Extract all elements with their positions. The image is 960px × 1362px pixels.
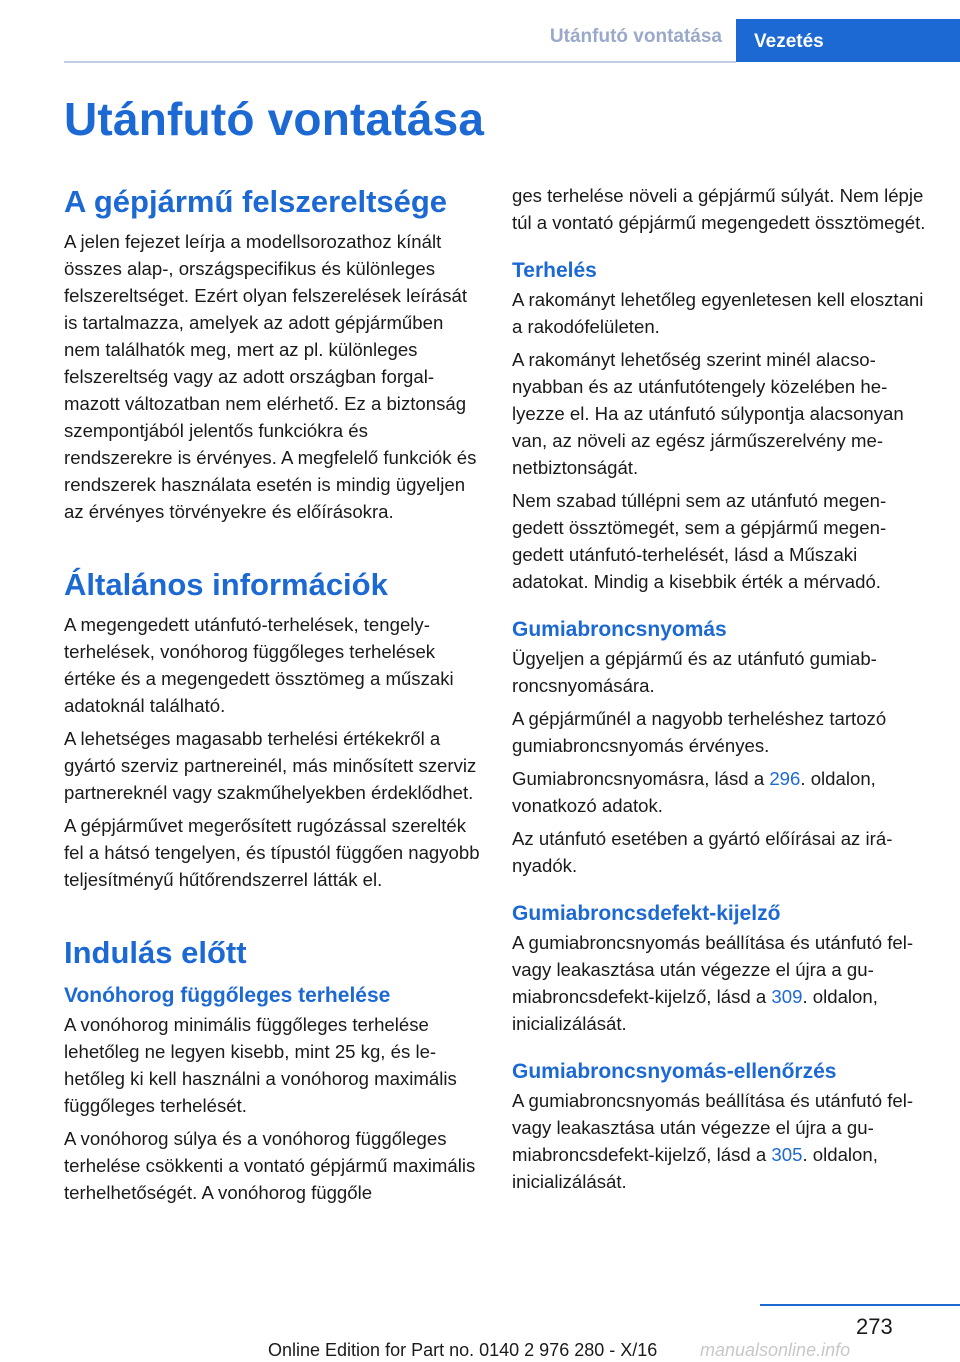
- page-link-296[interactable]: 296: [769, 768, 801, 789]
- right-column: [512, 182, 928, 1201]
- paragraph-continued: ges terhelése növeli a gépjármű súlyát. Nem lépje túl a vontató gépjármű megengedett össztömegét.: [512, 185, 926, 233]
- page-link-309[interactable]: 309: [771, 986, 803, 1007]
- paragraph-flat-tyre: [512, 929, 928, 1037]
- paragraph-hitch-2: A vonóhorog súlya és a vonóhorog függőleges terhelése csökkenti a vontató gépjármű maximális terhelhetőségét. A vonóhorog függőle: [64, 1128, 476, 1203]
- paragraph-tyre-1: Ügyeljen a gépjármű és az utánfutó gumiabroncsnyomására.: [512, 648, 877, 696]
- paragraph-tyre-3: [512, 765, 928, 819]
- heading-before-driving: Indulás előtt: [64, 935, 247, 970]
- paragraph-tyre-3-text-pre: Gumiabroncsnyomásra, lásd a: [512, 768, 770, 789]
- paragraph-hitch-1: A vonóhorog minimális függőleges terhelése lehetőleg ne legyen kisebb, mint 25 kg, és lehetőleg ki kell használni a vonóhorog maximális függőleges terhelését.: [64, 1014, 457, 1116]
- paragraph-flat-text-post: . oldalon, inicializálását.: [512, 986, 878, 1034]
- paragraph-general-2: A lehetséges magasabb terhelési értékekről a gyártó szerviz partnereinél, más minősített szerviz partnereknél vagy szakműhelyekben érdeklődhet.: [64, 728, 477, 803]
- header-chapter-tab: Vezetés: [736, 19, 960, 62]
- heading-hitch-load: Vonóhorog függőleges terhelése: [64, 984, 391, 1007]
- paragraph-load-1: A rakományt lehetőleg egyenletesen kell elosztani a rakodófelületen.: [512, 289, 924, 337]
- paragraph-load-3: Nem szabad túllépni sem az utánfutó megengedett össztömegét, sem a gépjármű megengedett utánfutó-terhelését, lásd a Műszaki adatokat. Mindig a kisebbik érték a mérvadó.: [512, 490, 887, 592]
- footer-edition-text: Online Edition for Part no. 0140 2 976 280 - X/16: [268, 1340, 658, 1360]
- heading-equipment: A gépjármű felszereltsége: [64, 184, 448, 219]
- footer-watermark: manualsonline.info: [700, 1340, 851, 1360]
- paragraph-tyre-4: Az utánfutó esetében a gyártó előírásai az irányadók.: [512, 828, 893, 876]
- page-header: [0, 0, 960, 62]
- footer-divider: [760, 1304, 960, 1306]
- paragraph-tyre-monitor: [512, 1087, 928, 1195]
- paragraph-tyre-2: A gépjárműnél a nagyobb terheléshez tartozó gumiabroncsnyomás érvényes.: [512, 708, 887, 756]
- paragraph-tyre-3-text-post: . oldalon, vonatkozó adatok.: [512, 768, 876, 816]
- left-column: [64, 182, 480, 1212]
- heading-flat-tyre-monitor: Gumiabroncsdefekt-kijelző: [512, 902, 781, 925]
- paragraph-general-1: A megengedett utánfutó-terhelések, tengelyterhelések, vonóhorog függőleges terhelések értéke és a megengedett össztömeg a műszaki adatoknál található.: [64, 614, 454, 716]
- header-divider: [64, 61, 736, 63]
- heading-load: Terhelés: [512, 259, 597, 282]
- heading-tyre-pressure: Gumiabroncsnyomás: [512, 618, 727, 641]
- page-number: 273: [856, 1314, 893, 1339]
- paragraph-flat-text-pre: A gumiabroncsnyomás beállítása és utánfutó fel- vagy leakasztása után végezze el újra a gumiabroncsdefekt-kijelző, lásd a: [512, 932, 914, 1007]
- paragraph-monitor-text-post: . oldalon, inicializálását.: [512, 1144, 878, 1192]
- page-title: Utánfutó vontatása: [64, 93, 485, 145]
- heading-tyre-pressure-monitor: Gumiabroncsnyomás-ellenőrzés: [512, 1060, 837, 1083]
- page-link-305[interactable]: 305: [771, 1144, 803, 1165]
- paragraph-load-2: A rakományt lehetőség szerint minél alacsonyabban és az utánfutótengely közelében helyezze el. Ha az utánfutó súlypontja alacsonyan van, az növeli az egész járműszerelvény menetbiztonságát.: [512, 349, 904, 478]
- header-section-title: Utánfutó vontatása: [549, 26, 722, 47]
- paragraph-equipment: A jelen fejezet leírja a modellsorozathoz kínált összes alap-, országspecifikus és különleges felszereltséget. Ezért olyan felszerelések leírását is tartalmazza, amelyek az adott gépjárműben nem találhatók meg, mert az pl. különleges felszereltség vagy az adott országban forgalmazott változatban nem elérhető. Ez a biztonság szempontjából jelentős funkciókra és rendszerekre is érvényes. A megfelelő funkciók és rendszerek használata esetén is mindig ügyeljen az érvényes törvényekre és előírásokra.: [64, 231, 477, 522]
- paragraph-general-3: A gépjárművet megerősített rugózással szerelték fel a hátsó tengelyen, és típustól függően nagyobb teljesítményű hűtőrendszerrel látták el.: [64, 815, 480, 890]
- paragraph-monitor-text-pre: A gumiabroncsnyomás beállítása és utánfutó fel- vagy leakasztása után végezze el újra a gumiabroncsdefekt-kijelző, lásd a: [512, 1090, 914, 1165]
- heading-general-info: Általános információk: [64, 567, 388, 602]
